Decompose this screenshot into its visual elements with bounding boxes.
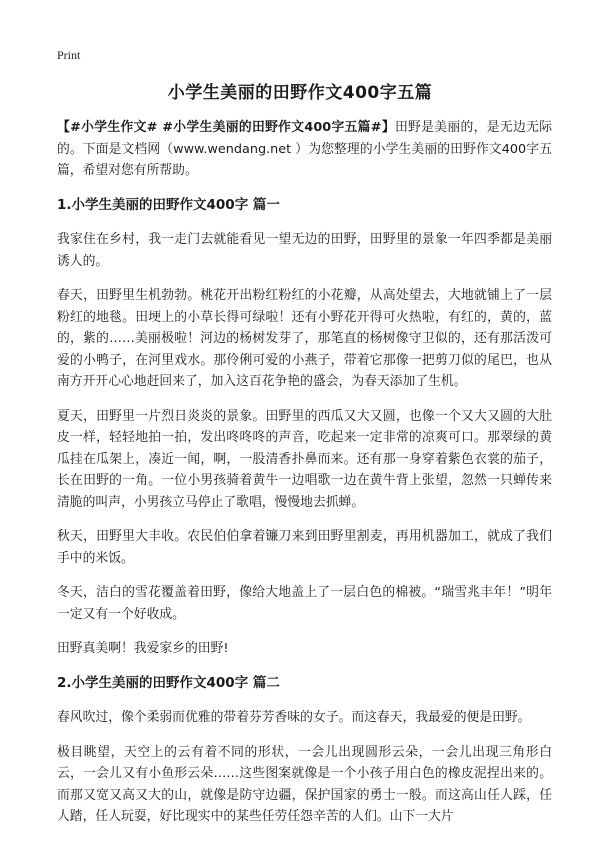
intro-text: 田野是美丽的，是无边无际的。下面是文档网（www.wendang.net ）为您整理的小学生美丽的田野作文400字五篇，希望对您有所帮助。 [57, 120, 552, 178]
page-title: 小学生美丽的田野作文400字五篇 [167, 83, 433, 103]
print-label: Print [57, 48, 81, 62]
paragraph: 极目眺望，天空上的云有着不同的形状，一会儿出现圆形云朵，一会儿出现三角形白云，一会儿又有小鱼形云朵……这些图案就像是一个小孩子用白色的橡皮泥捏出来的。而那又宽又高又大的山，就像是防守边疆，保护国家的勇士一般。而这高山任人踩，任人踏，任人玩耍，好比现实中的某些任劳任怨辛苦的人们。山下一大片 [57, 744, 552, 824]
paragraph: 我家住在乡村，我一走门去就能看见一望无边的田野，田野里的景象一年四季都是美丽诱人的。 [57, 232, 552, 269]
paragraph: 夏天，田野里一片烈日炎炎的景象。田野里的西瓜又大又圆，也像一个又大又圆的大肚皮一样，轻轻地拍一拍，发出咚咚咚的声音，吃起来一定非常的凉爽可口。那翠绿的黄瓜挂在瓜架上，凑近一闻，啊，一股清香扑鼻而来。还有那一身穿着紫色衣裳的茄子，长在田野的一角。一位小男孩骑着黄牛一边唱歌一边在黄牛背上张望，忽然一只蝉传来清脆的叫声，小男孩立马停止了歌唱，慢慢地去抓蝉。 [57, 408, 552, 510]
section-heading-2: 2.小学生美丽的田野作文400字 篇二 [57, 674, 280, 691]
paragraph: 田野真美啊！我爱家乡的田野! [57, 641, 229, 656]
paragraph: 秋天，田野里大丰收。农民伯伯拿着镰刀来到田野里割麦，再用机器加工，就成了我们手中的米饭。 [57, 529, 552, 566]
section-heading-1: 1.小学生美丽的田野作文400字 篇一 [57, 196, 280, 213]
intro-tag: 【#小学生作文# #小学生美丽的田野作文400字五篇#】 [57, 120, 395, 135]
intro-paragraph [57, 117, 552, 182]
paragraph: 冬天，洁白的雪花覆盖着田野，像给大地盖上了一层白色的棉被。“瑞雪兆丰年！”明年一定又有一个好收成。 [57, 585, 552, 622]
paragraph: 春天，田野里生机勃勃。桃花开出粉红粉红的小花瓣，从高处望去，大地就铺上了一层粉红的地毯。田埂上的小草长得可绿啦！还有小野花开得可火热啦，有红的，黄的，蓝的，紫的……美丽极啦！河边的杨树发芽了，那笔直的杨树像守卫似的，还有那活泼可爱的小鸭子，在河里戏水。那伶俐可爱的小燕子，带着它那像一把剪刀似的尾巴，也从南方开开心心地赶回来了，加入这百花争艳的盛会，为春天添加了生机。 [57, 288, 552, 389]
paragraph: 春风吹过，像个柔弱而优雅的带着芬芳香味的女子。而这春天，我最爱的便是田野。 [57, 710, 531, 725]
document-body [57, 117, 552, 841]
